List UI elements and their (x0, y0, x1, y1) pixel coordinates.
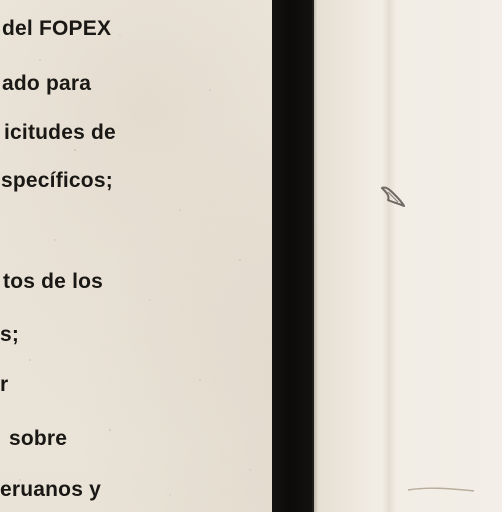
paper-fold-strip (382, 0, 396, 512)
text-line-8: sobre (9, 427, 68, 450)
text-line-6: s; (0, 323, 20, 346)
text-line-9: eruanos y (0, 478, 102, 501)
text-line-5: tos de los (3, 270, 104, 293)
text-line-4: specíficos; (1, 169, 113, 192)
pen-mark-icon (378, 184, 408, 210)
text-line-1: del FOPEX (2, 17, 112, 40)
text-line-3: icitudes de (4, 121, 116, 144)
faint-stroke (406, 484, 476, 494)
black-column-divider (272, 0, 314, 512)
text-line-2: ado para (2, 72, 92, 95)
blank-right-panel (318, 0, 502, 512)
text-line-7: r (0, 373, 9, 396)
